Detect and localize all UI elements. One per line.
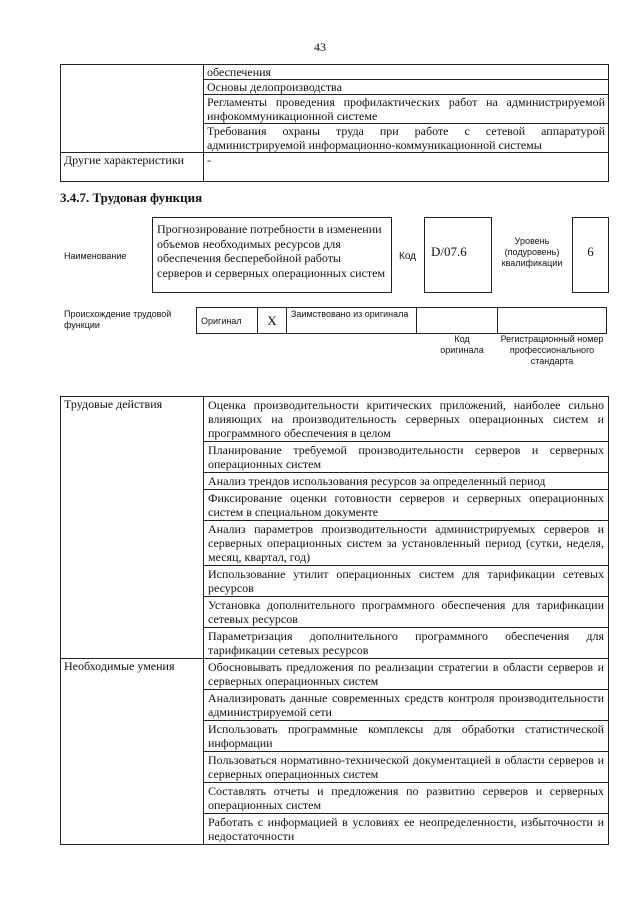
other-characteristics-value: - [204, 153, 609, 182]
labor-action: Фиксирование оценки готовности серверов и серверных операционных систем в специальном документе [204, 490, 609, 521]
original-label: Оригинал [197, 308, 258, 334]
required-skill: Обосновывать предложения по реализации стратегии в области серверов и серверных операционных систем [204, 659, 609, 690]
labor-action: Анализ трендов использования ресурсов за определенный период [204, 473, 609, 490]
reg-number-caption: Регистрационный номер профессионального стандарта [500, 334, 604, 366]
table-row [61, 65, 609, 80]
required-skill: Пользоваться нормативно-технической документацией в области серверов и серверных операционных систем [204, 752, 609, 783]
table-row [61, 397, 609, 442]
code-original-cell [417, 308, 498, 334]
required-skill: Анализировать данные современных средств контроля производительности администрируемой сети [204, 690, 609, 721]
table-cell: обеспечения [204, 65, 609, 80]
page-number: 43 [314, 40, 326, 54]
section-title: 3.4.7. Трудовая функция [60, 190, 203, 205]
required-skill: Работать с информацией в условиях ее неопределенности, избыточности и недостаточности [204, 814, 609, 845]
code-value-box: D/07.6 [424, 217, 492, 293]
table-row [197, 308, 607, 334]
labor-action: Анализ параметров производительности администрируемых серверов и серверных операционных систем за установленный период (сутки, неделя, месяц, квартал, год) [204, 521, 609, 566]
required-skill: Использовать программные комплексы для обработки статистической информации [204, 721, 609, 752]
table-row [61, 659, 609, 690]
qualification-level-box: 6 [572, 217, 609, 293]
required-skills-label: Необходимые умения [61, 659, 204, 845]
labor-action: Установка дополнительного программного обеспечения для тарификации сетевых ресурсов [204, 597, 609, 628]
other-characteristics-label: Другие характеристики [61, 153, 204, 182]
reg-number-cell [498, 308, 607, 334]
table-cell: Регламенты проведения профилактических работ на администрируемой инфокоммуникационной системе [204, 95, 609, 124]
code-label: Код [399, 251, 417, 262]
table-cell: Основы делопроизводства [204, 80, 609, 95]
code-original-caption: Код оригинала [440, 334, 484, 355]
top-continuation-table [60, 64, 609, 182]
qualification-level-label: Уровень (подуровень) квалификации [501, 236, 563, 268]
main-table [60, 396, 609, 845]
labor-actions-label: Трудовые действия [61, 397, 204, 659]
labor-action: Использование утилит операционных систем для тарификации сетевых ресурсов [204, 566, 609, 597]
original-mark: X [258, 308, 287, 334]
table-cell: Требования охраны труда при работе с сетевой аппаратурой администрируемой информационно-коммуникационной системы [204, 124, 609, 153]
labor-action: Оценка производительности критических приложений, наиболее сильно влияющих на производительность серверных операционных систем и программного обеспечения в целом [204, 397, 609, 442]
borrowed-label: Заимствовано из оригинала [287, 308, 417, 334]
empty-label-cell [61, 65, 204, 153]
required-skill: Составлять отчеты и предложения по развитию серверов и серверных операционных систем [204, 783, 609, 814]
name-label: Наименование [64, 251, 127, 261]
origin-table [196, 307, 607, 334]
table-row [61, 153, 609, 182]
labor-action: Планирование требуемой производительности серверов и серверных операционных систем [204, 442, 609, 473]
origin-label: Происхождение трудовой функции [64, 309, 172, 330]
labor-action: Параметризация дополнительного программного обеспечения для тарификации сетевых ресурсов [204, 628, 609, 659]
function-name-box: Прогнозирование потребности в изменении объемов необходимых ресурсов для обеспечения бесперебойной работы серверов и серверных операционных систем [152, 217, 392, 293]
